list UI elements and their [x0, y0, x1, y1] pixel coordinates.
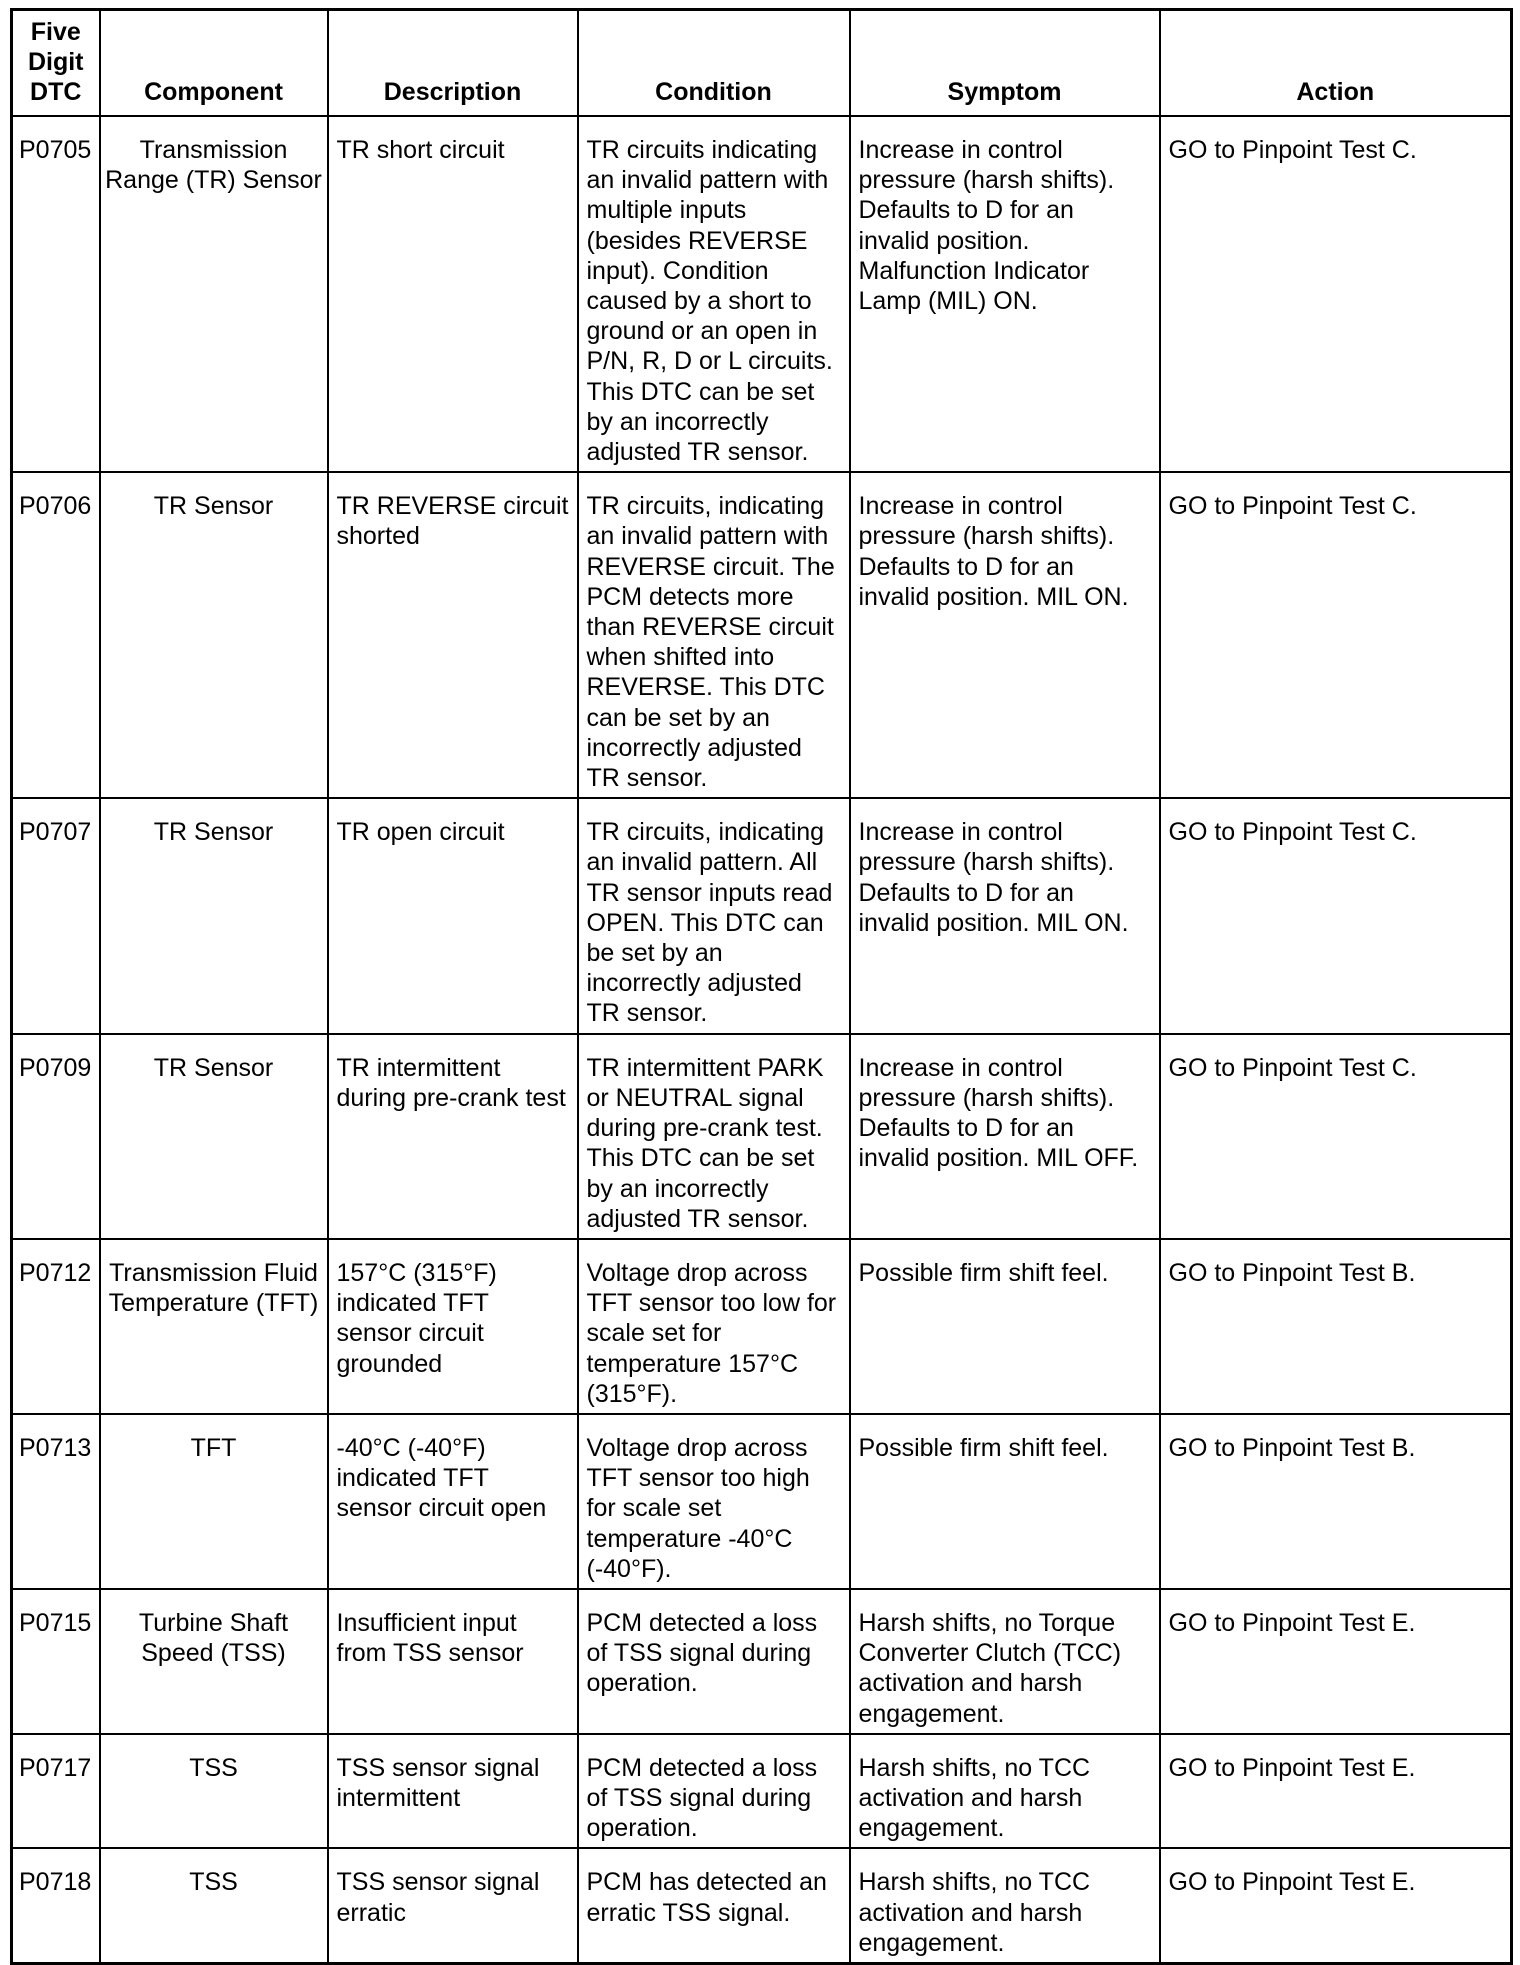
cell-component: TR Sensor — [100, 798, 328, 1033]
cell-symptom: Increase in control pressure (harsh shifts). Defaults to D for an invalid position. Malfunction Indicator Lamp (MIL) ON. — [850, 116, 1160, 472]
cell-condition: TR circuits, indicating an invalid pattern. All TR sensor inputs read OPEN. This DTC can be set by an incorrectly adjusted TR sensor. — [578, 798, 850, 1033]
cell-symptom: Increase in control pressure (harsh shifts). Defaults to D for an invalid position. MIL OFF. — [850, 1034, 1160, 1239]
cell-symptom: Harsh shifts, no Torque Converter Clutch (TCC) activation and harsh engagement. — [850, 1589, 1160, 1734]
cell-condition: PCM detected a loss of TSS signal during operation. — [578, 1734, 850, 1849]
cell-action: GO to Pinpoint Test B. — [1160, 1239, 1512, 1414]
header-action: Action — [1160, 10, 1512, 117]
header-dtc: Five Digit DTC — [12, 10, 100, 117]
cell-dtc: P0715 — [12, 1589, 100, 1734]
cell-symptom: Harsh shifts, no TCC activation and harsh engagement. — [850, 1848, 1160, 1963]
cell-condition: TR circuits, indicating an invalid pattern with REVERSE circuit. The PCM detects more than REVERSE circuit when shifted into REVERSE. This DTC can be set by an incorrectly adjusted TR sensor. — [578, 472, 850, 798]
table-row — [12, 1734, 1512, 1849]
cell-description: 157°C (315°F) indicated TFT sensor circuit grounded — [328, 1239, 578, 1414]
header-component: Component — [100, 10, 328, 117]
cell-dtc: P0705 — [12, 116, 100, 472]
cell-dtc: P0713 — [12, 1414, 100, 1589]
table-row — [12, 1848, 1512, 1963]
cell-description: TR intermittent during pre-crank test — [328, 1034, 578, 1239]
cell-dtc: P0707 — [12, 798, 100, 1033]
cell-component: TR Sensor — [100, 472, 328, 798]
table-row — [12, 1239, 1512, 1414]
table-header-row — [12, 10, 1512, 117]
table-row — [12, 1589, 1512, 1734]
cell-component: TSS — [100, 1734, 328, 1849]
table-row — [12, 798, 1512, 1033]
table-row — [12, 1034, 1512, 1239]
table-row — [12, 116, 1512, 472]
table-row — [12, 472, 1512, 798]
dtc-table — [10, 8, 1513, 1965]
cell-dtc: P0717 — [12, 1734, 100, 1849]
cell-dtc: P0718 — [12, 1848, 100, 1963]
table-row — [12, 1414, 1512, 1589]
cell-component: TFT — [100, 1414, 328, 1589]
dtc-document — [10, 8, 1510, 1965]
cell-dtc: P0709 — [12, 1034, 100, 1239]
cell-symptom: Possible firm shift feel. — [850, 1239, 1160, 1414]
cell-condition: Voltage drop across TFT sensor too low for scale set for temperature 157°C (315°F). — [578, 1239, 850, 1414]
cell-action: GO to Pinpoint Test C. — [1160, 798, 1512, 1033]
cell-description: -40°C (-40°F) indicated TFT sensor circuit open — [328, 1414, 578, 1589]
cell-action: GO to Pinpoint Test E. — [1160, 1848, 1512, 1963]
cell-component: Transmission Range (TR) Sensor — [100, 116, 328, 472]
cell-component: TR Sensor — [100, 1034, 328, 1239]
cell-component: Turbine Shaft Speed (TSS) — [100, 1589, 328, 1734]
cell-description: TR open circuit — [328, 798, 578, 1033]
cell-condition: TR intermittent PARK or NEUTRAL signal during pre-crank test. This DTC can be set by an incorrectly adjusted TR sensor. — [578, 1034, 850, 1239]
cell-dtc: P0706 — [12, 472, 100, 798]
cell-description: TR short circuit — [328, 116, 578, 472]
cell-condition: Voltage drop across TFT sensor too high for scale set temperature -40°C (-40°F). — [578, 1414, 850, 1589]
cell-action: GO to Pinpoint Test B. — [1160, 1414, 1512, 1589]
cell-description: TR REVERSE circuit shorted — [328, 472, 578, 798]
cell-symptom: Harsh shifts, no TCC activation and harsh engagement. — [850, 1734, 1160, 1849]
cell-action: GO to Pinpoint Test E. — [1160, 1589, 1512, 1734]
cell-condition: PCM has detected an erratic TSS signal. — [578, 1848, 850, 1963]
cell-condition: TR circuits indicating an invalid pattern with multiple inputs (besides REVERSE input). Condition caused by a short to ground or an open in P/N, R, D or L circuits. This DTC can be set by an incorrectly adjusted TR sensor. — [578, 116, 850, 472]
cell-description: TSS sensor signal erratic — [328, 1848, 578, 1963]
cell-action: GO to Pinpoint Test E. — [1160, 1734, 1512, 1849]
cell-action: GO to Pinpoint Test C. — [1160, 472, 1512, 798]
header-description: Description — [328, 10, 578, 117]
cell-action: GO to Pinpoint Test C. — [1160, 116, 1512, 472]
cell-dtc: P0712 — [12, 1239, 100, 1414]
header-condition: Condition — [578, 10, 850, 117]
cell-symptom: Increase in control pressure (harsh shifts). Defaults to D for an invalid position. MIL ON. — [850, 798, 1160, 1033]
cell-symptom: Increase in control pressure (harsh shifts). Defaults to D for an invalid position. MIL ON. — [850, 472, 1160, 798]
cell-symptom: Possible firm shift feel. — [850, 1414, 1160, 1589]
cell-description: Insufficient input from TSS sensor — [328, 1589, 578, 1734]
header-symptom: Symptom — [850, 10, 1160, 117]
cell-component: Transmission Fluid Temperature (TFT) — [100, 1239, 328, 1414]
cell-component: TSS — [100, 1848, 328, 1963]
cell-action: GO to Pinpoint Test C. — [1160, 1034, 1512, 1239]
cell-condition: PCM detected a loss of TSS signal during operation. — [578, 1589, 850, 1734]
cell-description: TSS sensor signal intermittent — [328, 1734, 578, 1849]
